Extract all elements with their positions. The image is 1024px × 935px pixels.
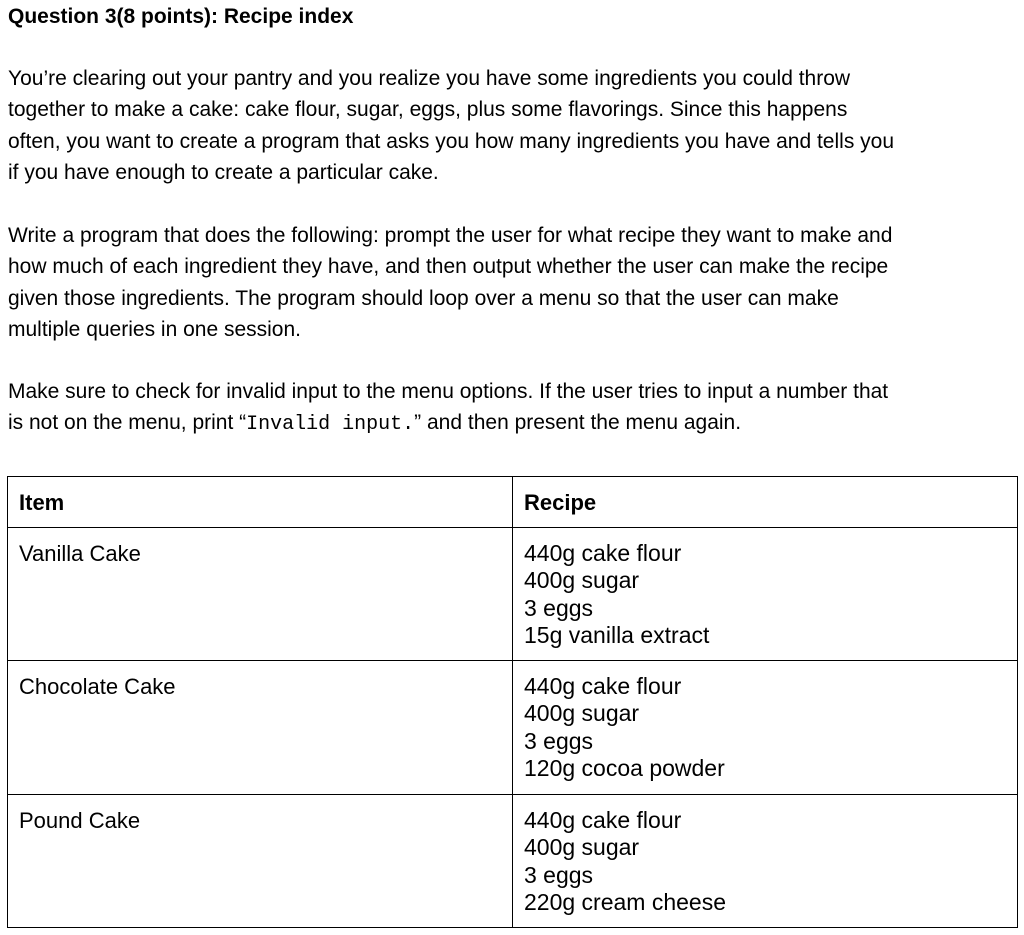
task-line: multiple queries in one session. bbox=[8, 317, 301, 341]
table-header-row bbox=[8, 477, 1018, 528]
recipe-ingredients bbox=[513, 528, 1018, 661]
question-title: Question 3(8 points): Recipe index bbox=[8, 5, 354, 28]
validation-line: Make sure to check for invalid input to the menu options. If the user tries to input a number that bbox=[8, 380, 889, 403]
ingredient: 440g cake flour bbox=[524, 807, 682, 833]
recipe-table bbox=[7, 476, 1018, 928]
recipe-ingredients bbox=[513, 661, 1018, 795]
validation-paragraph bbox=[8, 376, 1012, 441]
table-row bbox=[8, 661, 1018, 795]
ingredient: 3 eggs bbox=[524, 594, 594, 621]
intro-paragraph bbox=[8, 63, 1012, 188]
ingredient: 440g cake flour bbox=[524, 540, 682, 566]
table-row bbox=[8, 795, 1018, 928]
intro-line: together to make a cake: cake flour, sugar, eggs, plus some flavorings. Since this happens bbox=[8, 98, 848, 122]
ingredient: 440g cake flour bbox=[524, 673, 682, 699]
ingredient: 400g sugar bbox=[524, 834, 640, 861]
validation-text-before: is not on the menu, print “ bbox=[8, 411, 247, 435]
task-line: given those ingredients. The program should loop over a menu so that the user can make bbox=[8, 286, 839, 310]
intro-line: if you have enough to create a particular cake. bbox=[8, 160, 439, 184]
table-row bbox=[8, 528, 1018, 661]
invalid-input-code: Invalid input. bbox=[246, 413, 415, 437]
validation-line bbox=[8, 407, 1012, 440]
intro-line: often, you want to create a program that asks you how many ingredients you have and tells you bbox=[8, 129, 895, 153]
intro-line: You’re clearing out your pantry and you realize you have some ingredients you could throw bbox=[8, 67, 851, 90]
task-paragraph bbox=[8, 220, 1012, 345]
ingredient: 3 eggs bbox=[524, 861, 594, 888]
ingredient: 400g sugar bbox=[524, 567, 640, 594]
task-line: how much of each ingredient they have, and then output whether the user can make the recipe bbox=[8, 255, 889, 279]
item-name: Vanilla Cake bbox=[8, 528, 513, 661]
ingredient: 400g sugar bbox=[524, 700, 640, 727]
ingredient: 15g vanilla extract bbox=[524, 621, 710, 648]
recipe-ingredients bbox=[513, 795, 1018, 928]
item-name: Chocolate Cake bbox=[8, 661, 513, 795]
recipe-column-header: Recipe bbox=[513, 477, 1018, 528]
ingredient: 220g cream cheese bbox=[524, 888, 727, 915]
validation-text-after: ” and then present the menu again. bbox=[414, 411, 742, 435]
ingredient: 3 eggs bbox=[524, 727, 594, 754]
ingredient: 120g cocoa powder bbox=[524, 754, 725, 781]
item-name: Pound Cake bbox=[8, 795, 513, 928]
task-line: Write a program that does the following: prompt the user for what recipe they want to make and bbox=[8, 224, 893, 247]
item-column-header: Item bbox=[8, 477, 513, 528]
